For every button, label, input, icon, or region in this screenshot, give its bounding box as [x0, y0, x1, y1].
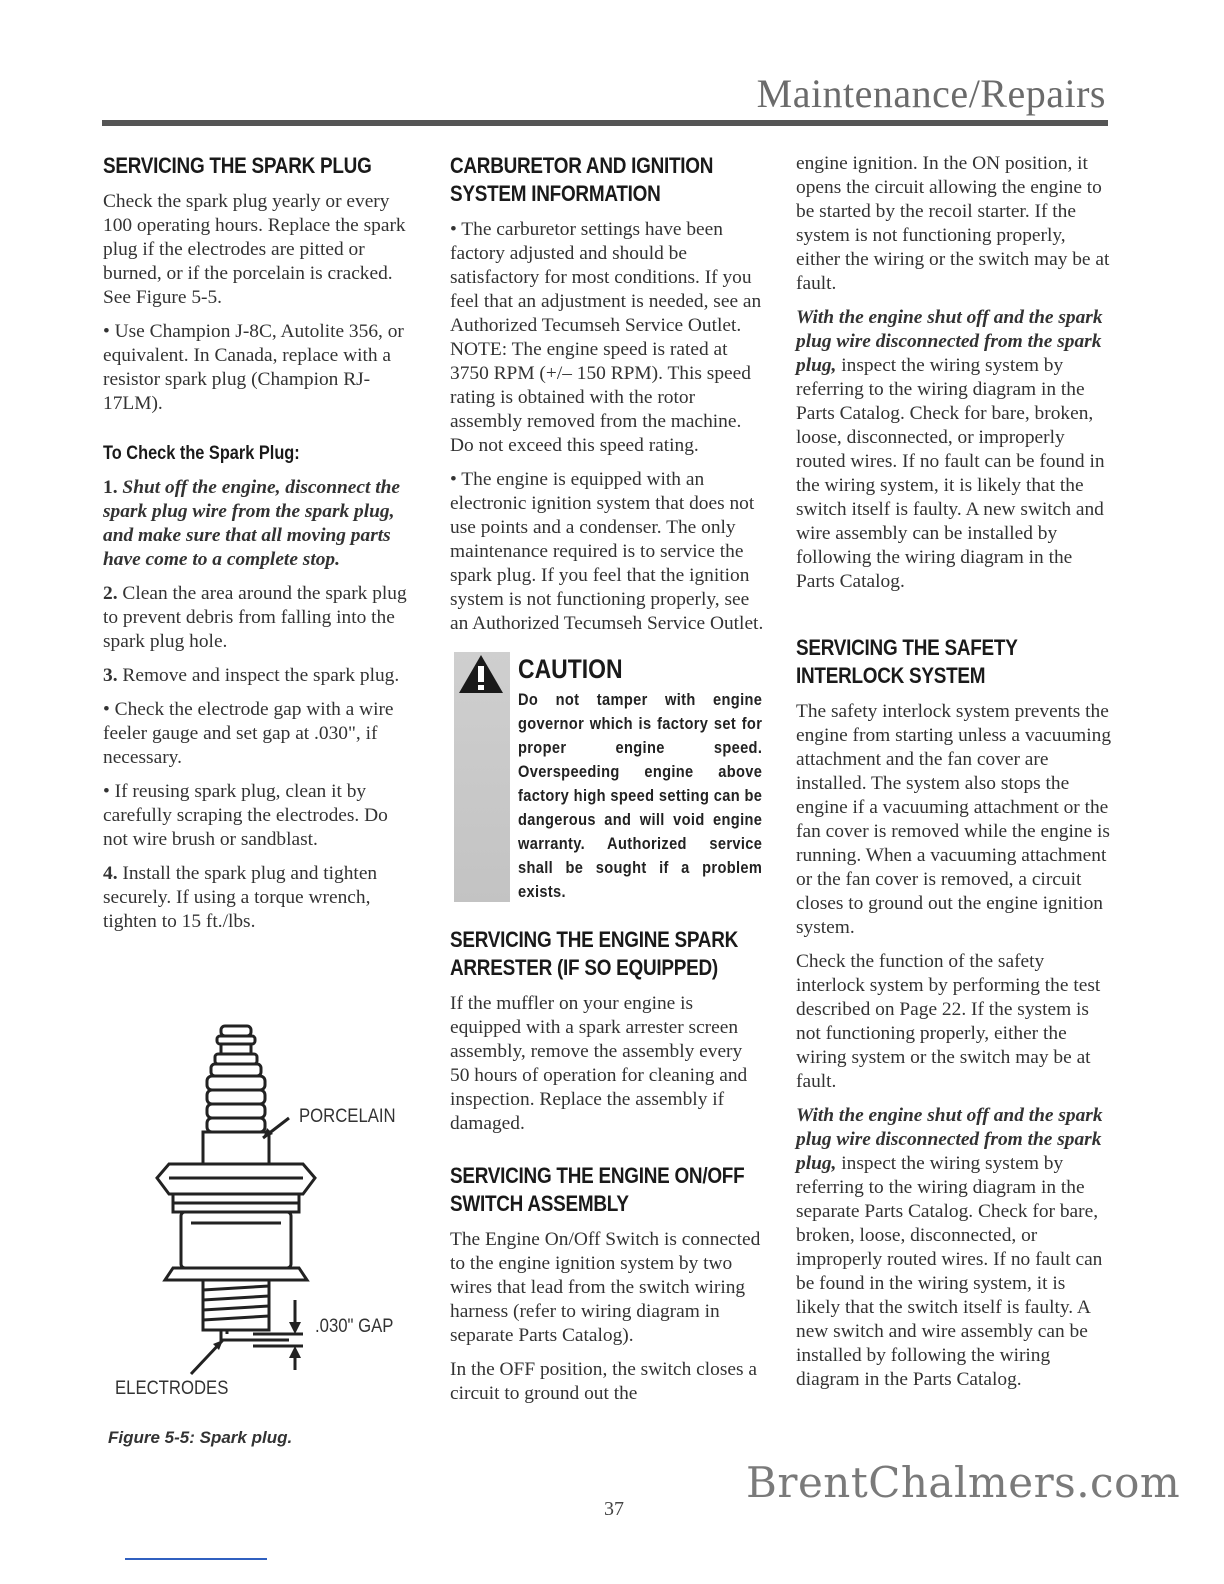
label-gap: .030" GAP — [315, 1316, 394, 1337]
body-text: inspect the wiring system by referring to the wiring diagram in the separate Parts Catalog. Check for bare, broken, loose, disconnected, or improperly routed wires. If no fault can be found in the wiring system, it is likely that the switch itself is faulty. A new switch and wire assembly can be installed by following the wiring diagram in the Parts Catalog. — [796, 1153, 1103, 1390]
section-heading-spark-plug: SERVICING THE SPARK PLUG — [103, 153, 372, 178]
column-right — [796, 152, 1112, 1402]
paragraph: The Engine On/Off Switch is connected to the engine ignition system by two wires that lead from the switch wiring harness (refer to wiring diagram in separate Parts Catalog). — [450, 1229, 761, 1346]
bullet: • If reusing spark plug, clean it by carefully scraping the electrodes. Do not wire brush or sandblast. — [103, 781, 388, 850]
body-text: inspect the wiring system by referring to the wiring diagram in the Parts Catalog. Check for bare, broken, loose, disconnected, or improperly routed wires. If no fault can be found in the wiring system, it is likely that the switch itself is faulty. A new switch and wire assembly can be installed by following the wiring diagram in the Parts Catalog. — [796, 355, 1105, 592]
watermark: BrentChalmers.com — [746, 1458, 1181, 1507]
paragraph: Check the function of the safety interlock system by performing the test described on Page 22. If the system is not functioning properly, either the wiring system or the switch may be at fault. — [796, 951, 1101, 1092]
paragraph — [796, 306, 1112, 594]
step-number: 2. — [103, 583, 118, 604]
step-text: Remove and inspect the spark plug. — [122, 665, 400, 686]
header-rule — [102, 120, 1108, 126]
page-number: 37 — [604, 1498, 624, 1520]
paragraph: Check the spark plug yearly or every 100 operating hours. Replace the spark plug if the electrodes are pitted or burned, or if the porcelain is cracked. See Figure 5-5. — [103, 191, 406, 308]
caution-title: CAUTION — [518, 654, 623, 684]
step-2 — [103, 582, 415, 654]
step-text: Install the spark plug and tighten securely. If using a torque wrench, tighten to 15 ft./lbs. — [103, 863, 378, 932]
section-heading-carburetor: CARBURETOR AND IGNITION SYSTEM INFORMATION — [450, 153, 714, 206]
paragraph: • The engine is equipped with an electronic ignition system that does not use points and a condenser. The only maintenance required is to service the spark plug. If you feel that the ignition system is not functioning properly, see an Authorized Tecumseh Service Outlet. — [450, 469, 764, 634]
paragraph: The safety interlock system prevents the engine from starting unless a vacuuming attachment and the fan cover are installed. The system also stops the engine if a vacuuming attachment or the fan cover is removed while the engine is running. When a vacuuming attachment or the fan cover is removed, a circuit closes to ground out the engine ignition system. — [796, 701, 1112, 938]
step-3 — [103, 664, 415, 688]
warning-triangle-icon — [456, 652, 506, 696]
label-electrodes: ELECTRODES — [115, 1378, 229, 1399]
section-heading-on-off-switch: SERVICING THE ENGINE ON/OFF SWITCH ASSEMBLY — [450, 1163, 745, 1216]
step-1 — [103, 476, 415, 572]
subheading-check-spark-plug: To Check the Spark Plug: — [103, 443, 300, 464]
paragraph: engine ignition. In the ON position, it opens the circuit allowing the engine to be started by the recoil starter. If the system is not functioning properly, either the wiring or the switch may be at fault. — [796, 153, 1110, 294]
label-porcelain: PORCELAIN — [299, 1106, 396, 1127]
caution-box — [450, 652, 766, 906]
step-number: 3. — [103, 665, 118, 686]
column-left — [103, 152, 415, 944]
step-number: 4. — [103, 863, 118, 884]
spark-plug-figure — [103, 1018, 423, 1448]
bullet: • Check the electrode gap with a wire feeler gauge and set gap at .030", if necessary. — [103, 699, 394, 768]
paragraph: • The carburetor settings have been factory adjusted and should be satisfactory for most conditions. If you feel that an adjustment is needed, see an Authorized Tecumseh Service Outlet. NOTE: The engine speed is rated at 3750 RPM (+/– 150 RPM). This speed rating is obtained with the rotor assembly removed from the machine. Do not exceed this speed rating. — [450, 219, 762, 456]
page-header-title: Maintenance/Repairs — [756, 71, 1106, 116]
step-text: Shut off the engine, disconnect the spark plug wire from the spark plug, and make sure that all moving parts have come to a complete stop. — [103, 477, 401, 570]
paragraph: In the OFF position, the switch closes a circuit to ground out the — [450, 1359, 757, 1404]
spark-plug-illustration — [103, 1018, 423, 1418]
emphasis-text: With the engine shut off and the spark plug wire disconnected from the spark plug, — [796, 307, 1103, 376]
figure-caption: Figure 5-5: Spark plug. — [108, 1428, 293, 1447]
caution-text: Do not tamper with engine governor which is factory set for proper engine speed. Overspeeding engine above factory high speed setting can be dangerous and will void engine warranty. Authorized service shall be sought if a problem exists. — [518, 690, 763, 901]
paragraph — [796, 1104, 1112, 1392]
section-heading-safety-interlock: SERVICING THE SAFETY INTERLOCK SYSTEM — [796, 635, 1018, 688]
paragraph: If the muffler on your engine is equipped with a spark arrester screen assembly, remove the assembly every 50 hours of operation for cleaning and inspection. Replace the assembly if damaged. — [450, 993, 748, 1134]
column-middle — [450, 152, 766, 1416]
step-text: Clean the area around the spark plug to prevent debris from falling into the spark plug hole. — [103, 583, 407, 652]
section-heading-spark-arrester: SERVICING THE ENGINE SPARK ARRESTER (IF SO EQUIPPED) — [450, 927, 739, 980]
emphasis-text: With the engine shut off and the spark plug wire disconnected from the spark plug, — [796, 1105, 1103, 1174]
step-number: 1. — [103, 477, 118, 498]
decorative-line — [125, 1558, 267, 1560]
paragraph: • Use Champion J-8C, Autolite 356, or equivalent. In Canada, replace with a resistor spark plug (Champion RJ-17LM). — [103, 321, 404, 414]
step-4 — [103, 862, 415, 934]
